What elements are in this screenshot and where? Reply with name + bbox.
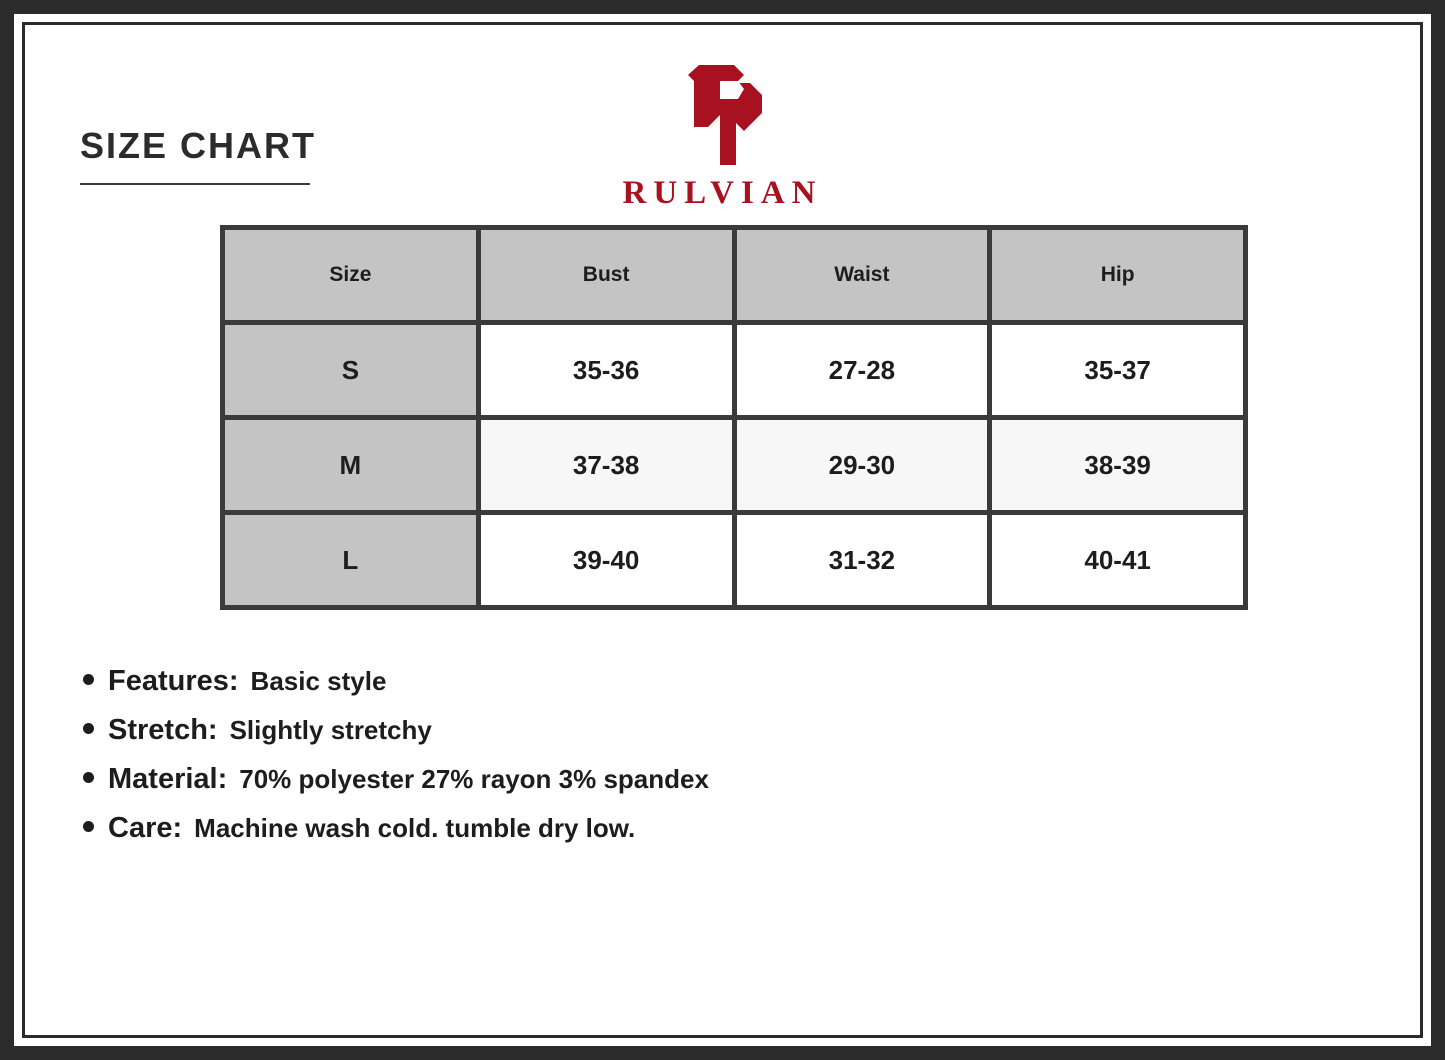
cell-m-bust: 37-38	[481, 420, 732, 510]
cell-m-hip: 38-39	[992, 420, 1243, 510]
page-inner-border	[22, 22, 1423, 1038]
spec-label-features: Features:	[108, 665, 239, 697]
spec-label-stretch: Stretch:	[108, 714, 218, 746]
row-header-size-m: M	[225, 420, 476, 510]
column-header-waist: Waist	[737, 230, 988, 320]
column-header-hip: Hip	[992, 230, 1243, 320]
bullet-icon	[83, 821, 94, 832]
bullet-icon	[83, 772, 94, 783]
spec-value-care: Machine wash cold. tumble dry low.	[194, 813, 636, 843]
column-header-size: Size	[225, 230, 476, 320]
size-chart-table	[220, 225, 1248, 610]
row-header-size-l: L	[225, 515, 476, 605]
table-row	[225, 420, 1243, 510]
size-chart-table-wrap	[220, 225, 1248, 610]
spec-value-material: 70% polyester 27% rayon 3% spandex	[239, 764, 709, 794]
cell-l-waist: 31-32	[737, 515, 988, 605]
list-item	[83, 812, 1363, 845]
table-row	[225, 325, 1243, 415]
bullet-icon	[83, 723, 94, 734]
spec-value-features: Basic style	[250, 666, 387, 696]
rulvian-r-logo-icon	[664, 61, 782, 169]
spec-value-stretch: Slightly stretchy	[229, 715, 432, 745]
bullet-icon	[83, 674, 94, 685]
row-header-size-s: S	[225, 325, 476, 415]
list-item	[83, 763, 1363, 796]
spec-label-material: Material:	[108, 763, 228, 795]
spec-label-care: Care:	[108, 812, 183, 844]
page-title: SIZE CHART	[80, 125, 316, 166]
cell-l-hip: 40-41	[992, 515, 1243, 605]
column-header-bust: Bust	[481, 230, 732, 320]
cell-m-waist: 29-30	[737, 420, 988, 510]
cell-s-bust: 35-36	[481, 325, 732, 415]
brand-name: RULVIAN	[622, 175, 823, 211]
list-item	[83, 665, 1363, 698]
table-header-row	[225, 230, 1243, 320]
list-item	[83, 714, 1363, 747]
cell-l-bust: 39-40	[481, 515, 732, 605]
table-row	[225, 515, 1243, 605]
cell-s-hip: 35-37	[992, 325, 1243, 415]
spec-list	[83, 665, 1363, 861]
brand-block	[25, 61, 1420, 212]
cell-s-waist: 27-28	[737, 325, 988, 415]
